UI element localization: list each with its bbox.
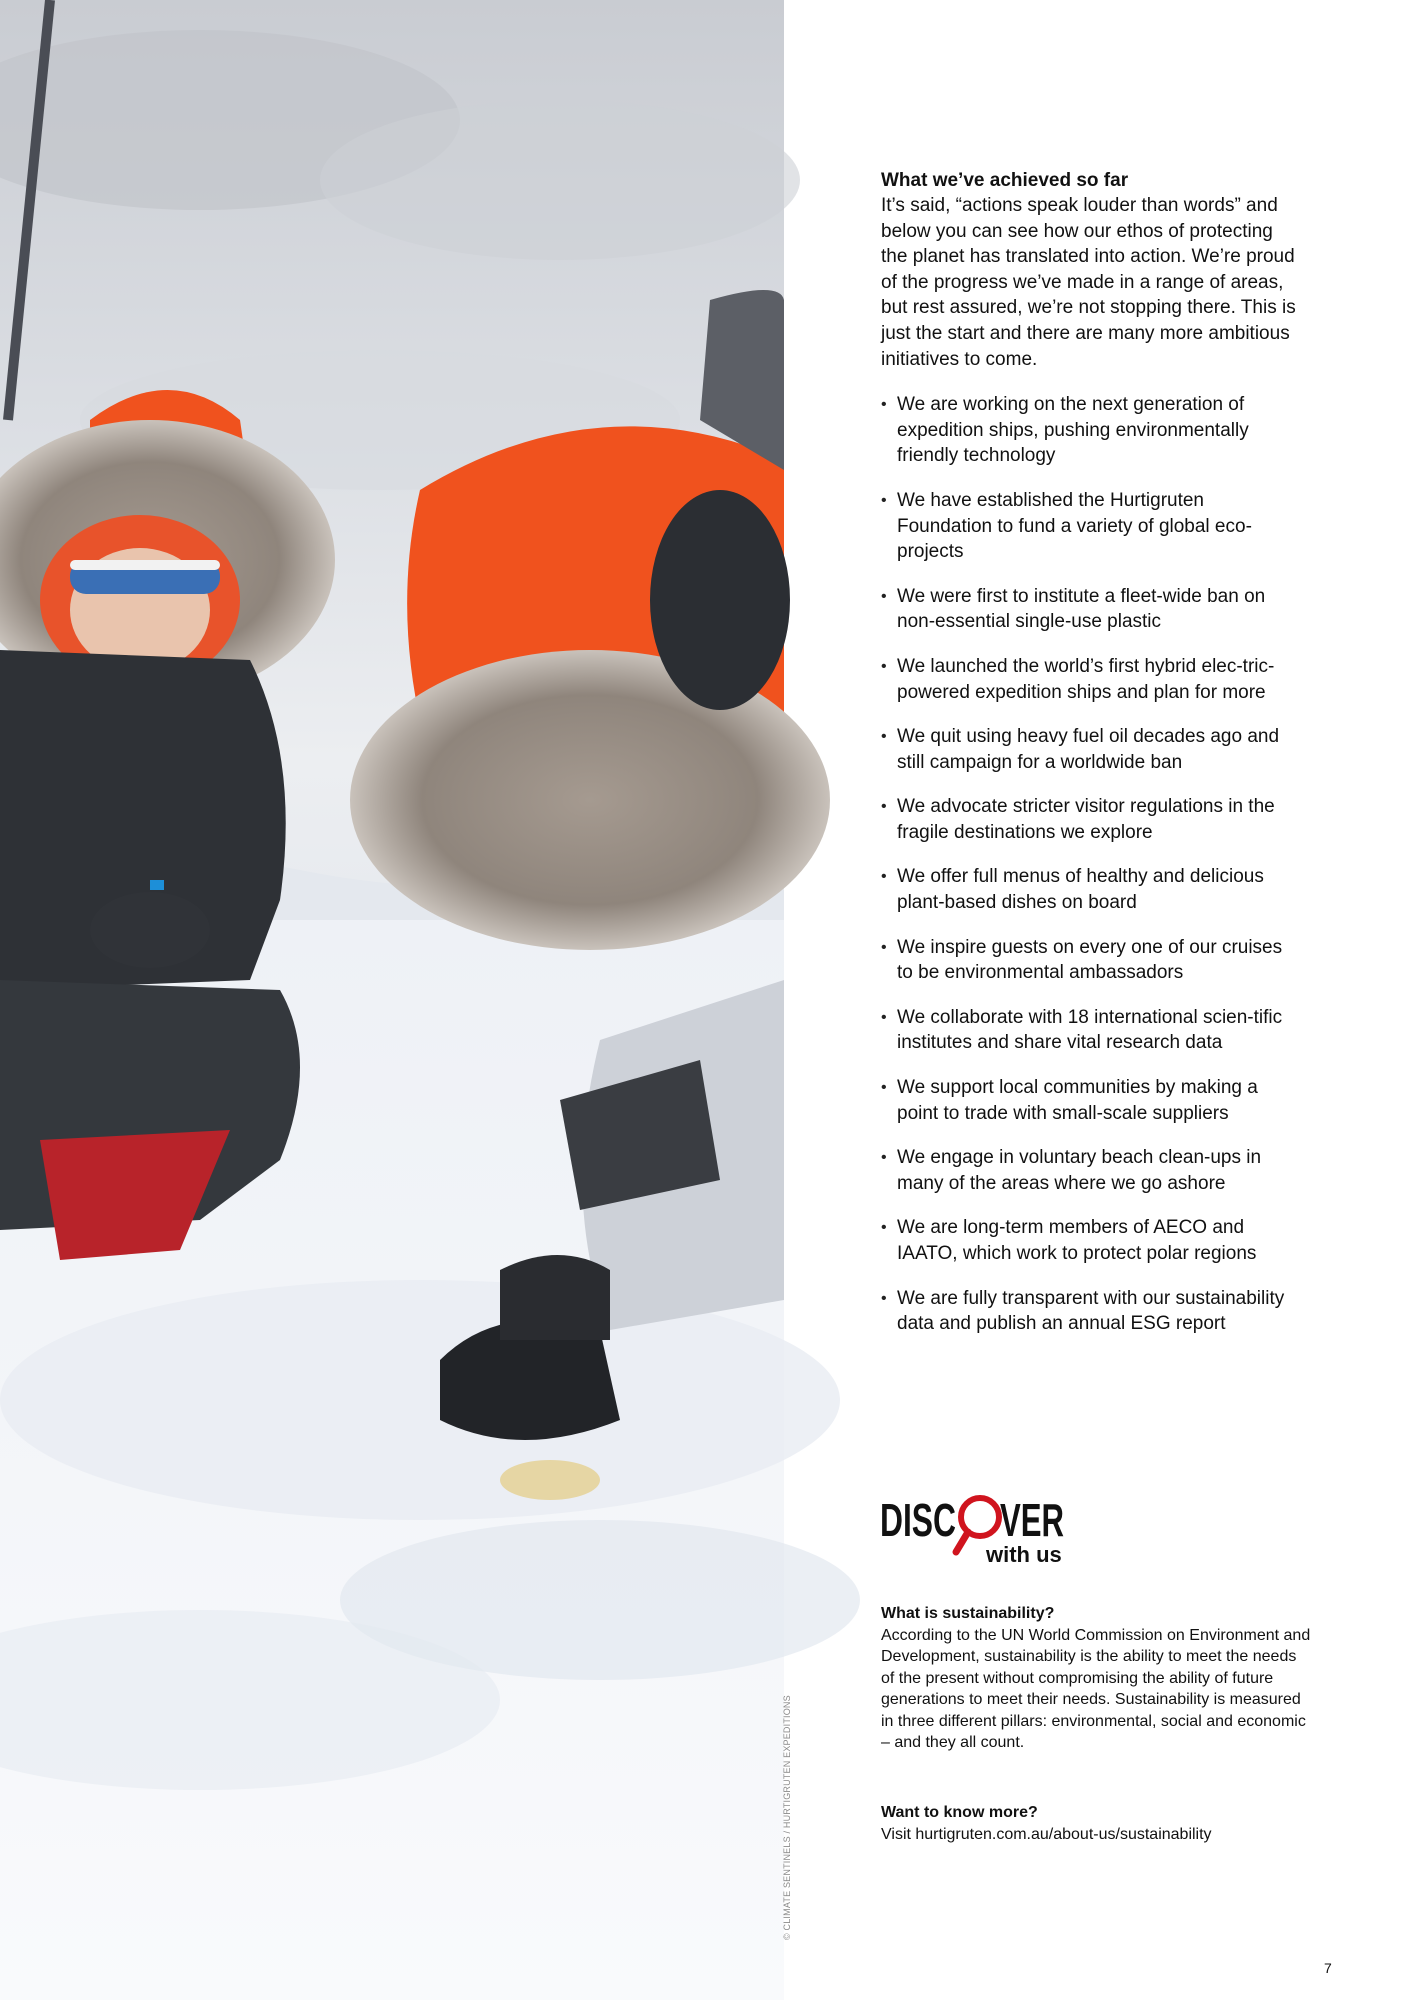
list-item: • We quit using heavy fuel oil decades ago and still campaign for a worldwide ban	[881, 724, 1301, 775]
list-item: • We are long-term members of AECO and IAATO, which work to protect polar regions	[881, 1215, 1301, 1266]
photo-credit: © CLIMATE SENTINELS / HURTIGRUTEN EXPEDITIONS	[782, 1695, 792, 1940]
list-item: • We were first to institute a fleet-wide ban on non-essential single-use plastic	[881, 584, 1301, 635]
achievements-heading: What we’ve achieved so far	[881, 170, 1129, 191]
list-item: • We engage in voluntary beach clean-ups in many of the areas where we go ashore	[881, 1145, 1301, 1196]
logo-word-right: VER	[1000, 1494, 1064, 1546]
achievements-list	[881, 392, 1301, 1337]
list-item: • We collaborate with 18 international scien-tific institutes and share vital research data	[881, 1005, 1301, 1056]
list-item: • We are working on the next generation of expedition ships, pushing environmentally friendly technology	[881, 392, 1301, 469]
sustainability-body: According to the UN World Commission on Environment and Development, sustainability is the ability to meet the needs of the present without compromising the ability of future generations to meet their needs. Sustainability is measured in three different pillars: environmental, social and economic – and they all count.	[881, 1626, 1311, 1751]
more-link[interactable]: Visit hurtigruten.com.au/about-us/sustainability	[881, 1825, 1212, 1843]
list-item: • We have established the Hurtigruten Foundation to fund a variety of global eco-projects	[881, 488, 1301, 565]
sustainability-section	[881, 1603, 1311, 1754]
page-number: 7	[1324, 1960, 1332, 1976]
list-item: • We inspire guests on every one of our cruises to be environmental ambassadors	[881, 935, 1301, 986]
list-item: • We are fully transparent with our sustainability data and publish an annual ESG report	[881, 1286, 1301, 1337]
list-item: • We launched the world’s first hybrid elec-tric-powered expedition ships and plan for more	[881, 654, 1301, 705]
logo-word-left: DISC	[880, 1494, 956, 1546]
more-section	[881, 1802, 1311, 1845]
achievements-section	[881, 168, 1301, 1356]
list-item: • We advocate stricter visitor regulations in the fragile destinations we explore	[881, 794, 1301, 845]
list-item: • We support local communities by making a point to trade with small-scale suppliers	[881, 1075, 1301, 1126]
more-title: Want to know more?	[881, 1804, 1038, 1821]
sustainability-title: What is sustainability?	[881, 1605, 1055, 1622]
list-item: • We offer full menus of healthy and delicious plant-based dishes on board	[881, 864, 1301, 915]
discover-logo	[878, 1490, 1078, 1570]
logo-tagline: with us	[986, 1542, 1062, 1567]
achievements-intro: It’s said, “actions speak louder than words” and below you can see how our ethos of protecting the planet has translated into action. We’re proud of the progress we’ve made in a range of areas, but rest assured, we’re not stopping there. This is just the start and there are many more ambitious initiatives to come.	[881, 195, 1296, 370]
